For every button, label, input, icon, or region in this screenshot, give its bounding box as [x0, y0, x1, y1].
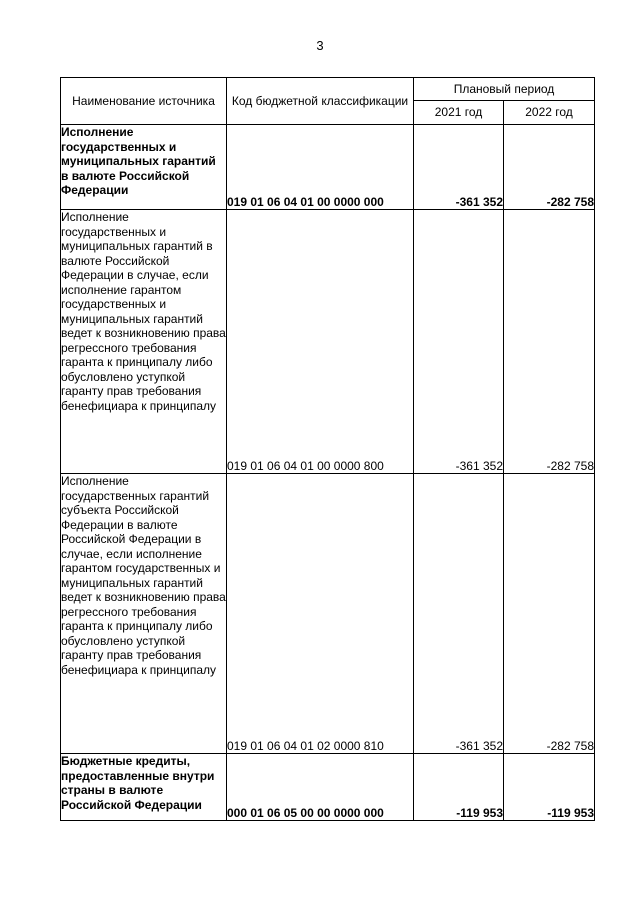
row-source-name: Исполнение государственных и муниципальных гарантий в валюте Российской Федерации: [61, 125, 227, 210]
row-value-2021: -119 953: [414, 754, 504, 821]
row-source-name: Бюджетные кредиты, предоставленные внутри страны в валюте Российской Федерации: [61, 754, 227, 821]
row-source-name: Исполнение государственных гарантий субъекта Российской Федерации в валюте Российской Федерации в случае, если исполнение гарантом государственных и муниципальных гарантий ведет к возникновению права регрессного требования гаранта к принципалу либо обусловлено уступкой гаранту прав требования бенефициара к принципалу: [61, 474, 227, 754]
header-source-name: Наименование источника: [61, 78, 227, 125]
row-value-2022: -119 953: [504, 754, 595, 821]
row-budget-code: 000 01 06 05 00 00 0000 000: [227, 754, 414, 821]
page-number: 3: [316, 38, 324, 53]
row-value-2022: -282 758: [504, 210, 595, 474]
header-year-2021: 2021 год: [414, 101, 504, 125]
row-value-2021: -361 352: [414, 474, 504, 754]
sources-table: [60, 77, 595, 821]
table-row: [61, 474, 595, 754]
table-row: [61, 754, 595, 821]
row-value-2022: -282 758: [504, 125, 595, 210]
row-budget-code: 019 01 06 04 01 00 0000 000: [227, 125, 414, 210]
row-budget-code: 019 01 06 04 01 02 0000 810: [227, 474, 414, 754]
header-budget-code: Код бюджетной классификации: [227, 78, 414, 125]
table-row: [61, 210, 595, 474]
header-year-2022: 2022 год: [504, 101, 595, 125]
row-value-2021: -361 352: [414, 125, 504, 210]
header-planned-period: Плановый период: [414, 78, 595, 101]
table-row: [61, 125, 595, 210]
row-value-2021: -361 352: [414, 210, 504, 474]
row-value-2022: -282 758: [504, 474, 595, 754]
row-source-name: Исполнение государственных и муниципальных гарантий в валюте Российской Федерации в случае, если исполнение гарантом государственных и муниципальных гарантий ведет к возникновению права регрессного требования гаранта к принципалу либо обусловлено уступкой гаранту прав требования бенефициара к принципалу: [61, 210, 227, 474]
row-budget-code: 019 01 06 04 01 00 0000 800: [227, 210, 414, 474]
